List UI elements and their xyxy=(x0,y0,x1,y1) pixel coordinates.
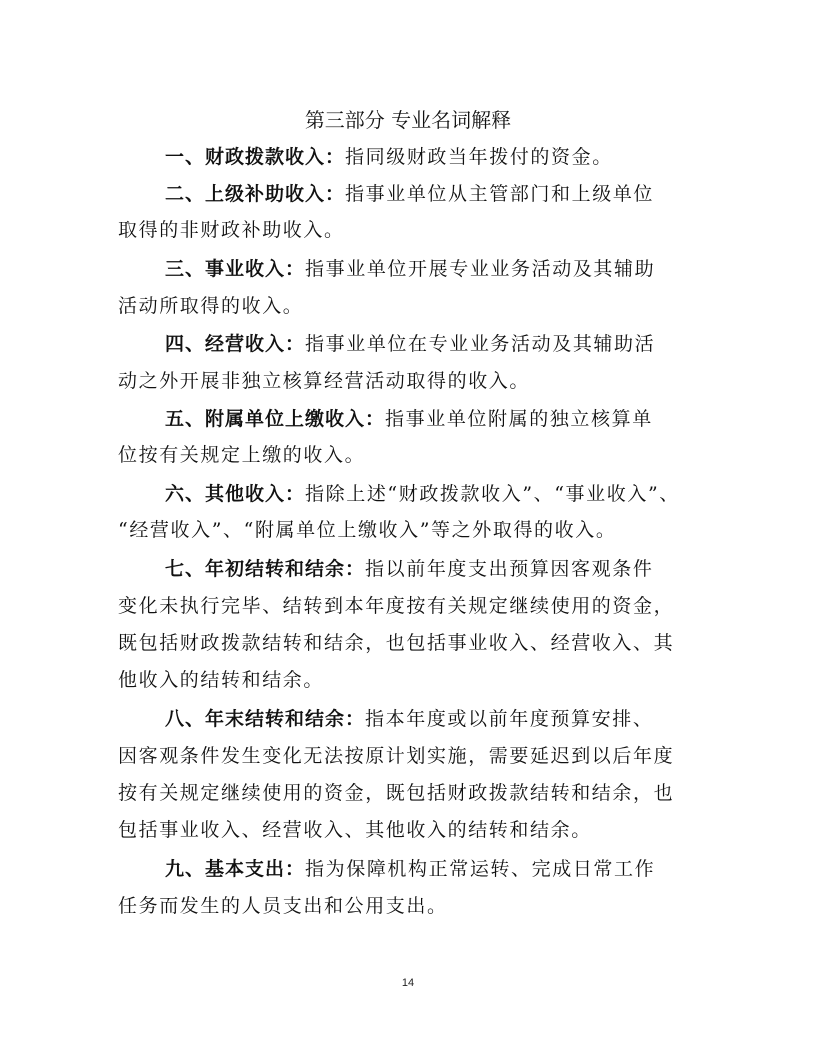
entry-2-line-2: 取得的非财政补助收入。 xyxy=(118,219,345,241)
entry-8-line-1 xyxy=(165,706,653,732)
entry-4-text: 指事业单位在专业业务活动及其辅助活 xyxy=(305,333,656,355)
entry-8-line-2: 因客观条件发生变化无法按原计划实施，需要延迟到以后年度 xyxy=(118,745,675,767)
entry-7-line-1 xyxy=(165,556,653,582)
entry-2-text: 指事业单位从主管部门和上级单位 xyxy=(345,183,655,205)
entry-9-line-1 xyxy=(165,856,655,882)
entry-9-term: 九、基本支出： xyxy=(165,858,306,880)
entry-5-text: 指事业单位附属的独立核算单 xyxy=(385,408,653,430)
entry-8-term: 八、年末结转和结余： xyxy=(165,708,366,730)
entry-7-line-4: 他收入的结转和结余。 xyxy=(118,669,325,691)
entry-8-line-4: 包括事业收入、经营收入、其他收入的结转和结余。 xyxy=(118,819,592,841)
entry-7-line-3: 既包括财政拨款结转和结余，也包括事业收入、经营收入、其 xyxy=(118,632,675,654)
entry-6-line-2: “经营收入”、“附属单位上缴收入”等之外取得的收入。 xyxy=(118,519,617,541)
entry-7-term: 七、年初结转和结余： xyxy=(165,558,366,580)
entry-6-term: 六、其他收入： xyxy=(165,483,306,505)
entry-3-term: 三、事业收入： xyxy=(165,258,306,280)
entry-2-line-1 xyxy=(165,181,654,207)
entry-3-line-1 xyxy=(165,256,655,282)
page-number: 14 xyxy=(401,977,415,989)
entry-4-line-2: 动之外开展非独立核算经营活动取得的收入。 xyxy=(118,370,531,392)
entry-8-text: 指本年度或以前年度预算安排、 xyxy=(365,708,654,730)
page-title: 第三部分 专业名词解释 xyxy=(304,108,512,132)
entry-1-term: 一、财政拨款收入： xyxy=(165,146,346,168)
entry-3-text: 指事业单位开展专业业务活动及其辅助 xyxy=(305,258,656,280)
entry-9-text: 指为保障机构正常运转、完成日常工作 xyxy=(305,858,656,880)
entry-5-term: 五、附属单位上缴收入： xyxy=(165,408,386,430)
entry-1-text: 指同级财政当年拨付的资金。 xyxy=(345,146,613,168)
entry-9-line-2: 任务而发生的人员支出和公用支出。 xyxy=(118,895,448,917)
entry-6-text: 指除上述“财政拨款收入”、“事业收入”、 xyxy=(305,483,680,505)
entry-4-line-1 xyxy=(165,331,655,357)
entry-7-line-2: 变化未执行完毕、结转到本年度按有关规定继续使用的资金， xyxy=(118,595,675,617)
entry-3-line-2: 活动所取得的收入。 xyxy=(118,295,304,317)
entry-7-text: 指以前年度支出预算因客观条件 xyxy=(365,558,654,580)
entry-8-line-3: 按有关规定继续使用的资金，既包括财政拨款结转和结余，也 xyxy=(118,782,675,804)
entry-4-term: 四、经营收入： xyxy=(165,333,306,355)
entry-6-line-1 xyxy=(165,481,680,507)
entry-1-line-1 xyxy=(165,144,613,170)
entry-2-term: 二、上级补助收入： xyxy=(165,183,346,205)
entry-5-line-1 xyxy=(165,406,653,432)
entry-5-line-2: 位按有关规定上缴的收入。 xyxy=(118,444,366,466)
